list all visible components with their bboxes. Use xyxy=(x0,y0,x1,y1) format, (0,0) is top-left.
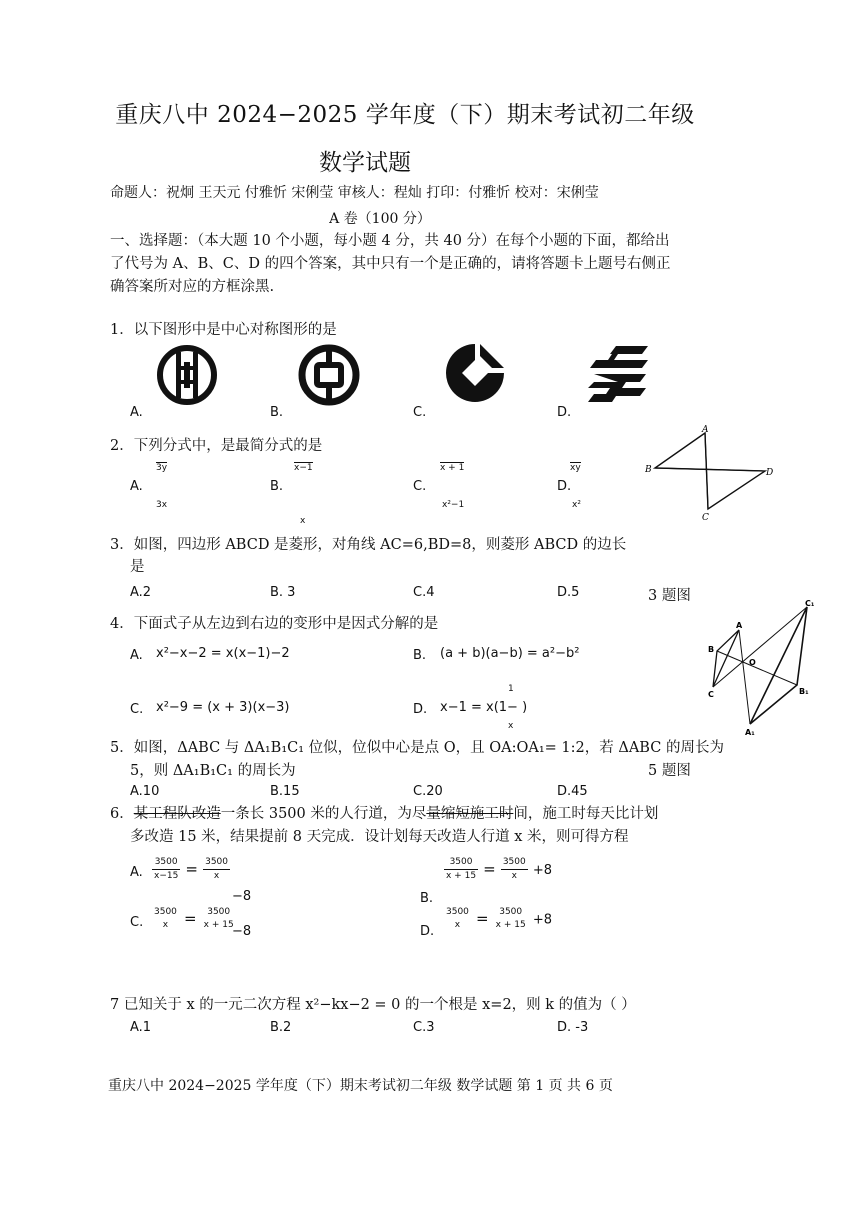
q6-d-equation: 3500 x = 3500 x + 15 +8 xyxy=(446,907,552,930)
q4-c-expression: x²−9 = (x + 3)(x−3) xyxy=(156,700,290,715)
q6-stem-line1 xyxy=(110,802,658,823)
q3-option-d: D.5 xyxy=(557,585,580,600)
q6-b-frac1: $\frac{3500}{x + 15}$ xyxy=(446,857,477,881)
q4-option-b: B. xyxy=(413,648,427,663)
q4-d-numerator: 1 xyxy=(508,684,514,694)
homothety-label-c: C xyxy=(708,690,714,699)
q2-b-numerator: x−1 xyxy=(294,463,313,473)
q3-figure-caption: 3 题图 xyxy=(648,588,691,604)
q6-a-equation: $\frac{3500}{x-15}$ = $\frac{3500}{x}$ xyxy=(154,857,228,881)
q1-stem: 1．以下图形中是中心对称图形的是 xyxy=(110,322,337,338)
q2-c-numerator: x + 1 xyxy=(440,463,465,473)
q6-b-equation: $\frac{3500}{x + 15}$ = $\frac{3500}{x}$ +8 xyxy=(446,857,552,881)
q4-d-denominator: x xyxy=(508,721,514,731)
q4-b-expression: (a + b)(a−b) = a²−b² xyxy=(440,646,580,661)
homothety-label-o: O xyxy=(749,658,756,667)
q1-option-b: B. xyxy=(270,405,284,420)
q2-option-a: A. xyxy=(130,479,143,494)
q6-option-a: A. xyxy=(130,865,143,880)
q1-option-a: A. xyxy=(130,405,143,420)
q7-option-d: D. -3 xyxy=(557,1020,589,1035)
q6-b-frac2: $\frac{3500}{x}$ xyxy=(502,857,526,881)
q6-stem-struck1: 某工程队改造 xyxy=(133,806,221,822)
homothety-label-b1: B₁ xyxy=(799,687,809,696)
q6-option-c: C. xyxy=(130,915,144,930)
q6-stem-part2: 一条长 3500 米的人行道，为尽 xyxy=(220,806,427,822)
q3-option-b: B. 3 xyxy=(270,585,296,600)
homothety-label-a1: A₁ xyxy=(745,728,755,737)
rhombus-label-d: D xyxy=(766,468,774,478)
q2-a-denominator: 3x xyxy=(156,500,168,510)
q5-figure-caption: 5 题图 xyxy=(648,763,691,779)
q6-option-d: D. xyxy=(420,924,435,939)
q3-option-a: A.2 xyxy=(130,585,152,600)
q2-b-denominator: x xyxy=(300,516,306,526)
homothety-label-c1: C₁ xyxy=(805,599,815,608)
q6-stem-part1: 6． xyxy=(110,806,134,822)
q2-option-b: B. xyxy=(270,479,284,494)
q4-option-c: C. xyxy=(130,702,144,717)
q2-c-denominator: x²−1 xyxy=(442,500,465,510)
q4-option-a: A. xyxy=(130,648,143,663)
homothety-figure xyxy=(705,597,825,742)
q4-d-expression: x−1 = x(1− ) xyxy=(440,700,528,715)
q6-stem-line2: 多改造 15 米，结果提前 8 天完成．设计划每天改造人行道 x 米，则可得方程 xyxy=(130,829,629,845)
q6-stem-part3: 间，施工时每天比计划 xyxy=(513,806,659,822)
q5-option-b: B.15 xyxy=(270,784,300,799)
homothety-label-a: A xyxy=(736,621,743,630)
logo-b-icon xyxy=(297,343,361,407)
q6-d-frac1: 3500 x xyxy=(446,907,469,930)
page-footer: 重庆八中 2024−2025 学年度（下）期末考试初二年级 数学试题 第 1 页 共 6 页 xyxy=(108,1078,613,1094)
q3-stem-line2: 是 xyxy=(130,559,145,575)
q1-option-c: C. xyxy=(413,405,427,420)
q6-c-minus8: −8 xyxy=(232,924,252,939)
rhombus-label-c: C xyxy=(702,513,709,523)
q7-option-b: B.2 xyxy=(270,1020,292,1035)
homothety-label-b: B xyxy=(708,645,715,654)
section-a-label: A 卷（100 分） xyxy=(329,211,431,227)
q2-stem: 2．下列分式中，是最简分式的是 xyxy=(110,438,323,454)
q7-option-c: C.3 xyxy=(413,1020,435,1035)
logo-d-icon xyxy=(586,344,652,408)
q1-option-d: D. xyxy=(557,405,572,420)
q6-stem-struck2: 量缩短施工时 xyxy=(426,806,514,822)
authors-line: 命题人：祝炯 王天元 付雅忻 宋俐莹 审核人：程灿 打印：付雅忻 校对：宋俐莹 xyxy=(110,185,599,201)
q2-option-d: D. xyxy=(557,479,572,494)
q6-option-b: B. xyxy=(420,891,434,906)
rhombus-label-b: B xyxy=(645,465,652,475)
logo-a-icon xyxy=(156,344,218,406)
q6-a-frac2: $\frac{3500}{x}$ xyxy=(205,857,228,881)
q3-option-c: C.4 xyxy=(413,585,435,600)
q2-option-c: C. xyxy=(413,479,427,494)
q7-stem: 7 已知关于 x 的一元二次方程 x²−kx−2 = 0 的一个根是 x=2，则 k 的值为（ ） xyxy=(110,997,636,1013)
q7-option-a: A.1 xyxy=(130,1020,152,1035)
q5-stem-line1: 5．如图，ΔABC 与 ΔA₁B₁C₁ 位似，位似中心是点 O，且 OA:OA₁= 1:2，若 ΔABC 的周长为 xyxy=(110,740,724,756)
q6-d-frac2: 3500 x + 15 xyxy=(495,907,526,930)
q5-stem-line2: 5，则 ΔA₁B₁C₁ 的周长为 xyxy=(130,763,296,779)
q2-a-numerator: 3y xyxy=(156,463,168,473)
q6-c-frac1: 3500 x xyxy=(154,907,177,930)
q2-d-numerator: xy xyxy=(570,463,581,473)
q4-stem: 4．下面式子从左边到右边的变形中是因式分解的是 xyxy=(110,616,439,632)
rhombus-figure xyxy=(645,425,775,525)
q4-a-expression: x²−x−2 = x(x−1)−2 xyxy=(156,646,290,661)
q3-stem-line1: 3．如图，四边形 ABCD 是菱形，对角线 AC=6,BD=8，则菱形 ABCD 的边长 xyxy=(110,537,627,553)
q2-d-denominator: x² xyxy=(572,500,581,510)
q5-option-c: C.20 xyxy=(413,784,443,799)
exam-title: 重庆八中 2024−2025 学年度（下）期末考试初二年级 xyxy=(115,102,695,128)
q5-option-d: D.45 xyxy=(557,784,588,799)
q5-option-a: A.10 xyxy=(130,784,160,799)
q4-option-d: D. xyxy=(413,702,428,717)
q6-a-frac1: $\frac{3500}{x-15}$ xyxy=(154,857,179,881)
rhombus-label-a: A xyxy=(702,425,709,435)
section-intro: 一、选择题：（本大题 10 个小题，每小题 4 分，共 40 分）在每个小题的下面，都给出了代号为 A、B、C、D 的四个答案，其中只有一个是正确的，请将答题卡上题号右侧正确答案所对应的方框涂黑. xyxy=(110,233,671,295)
exam-subtitle: 数学试题 xyxy=(319,150,411,176)
q6-c-frac2: 3500 x + 15 xyxy=(203,907,234,930)
logo-c-icon xyxy=(442,340,508,406)
q6-a-minus8: −8 xyxy=(232,889,252,904)
q6-c-equation: 3500 x = 3500 x + 15 xyxy=(154,907,234,930)
